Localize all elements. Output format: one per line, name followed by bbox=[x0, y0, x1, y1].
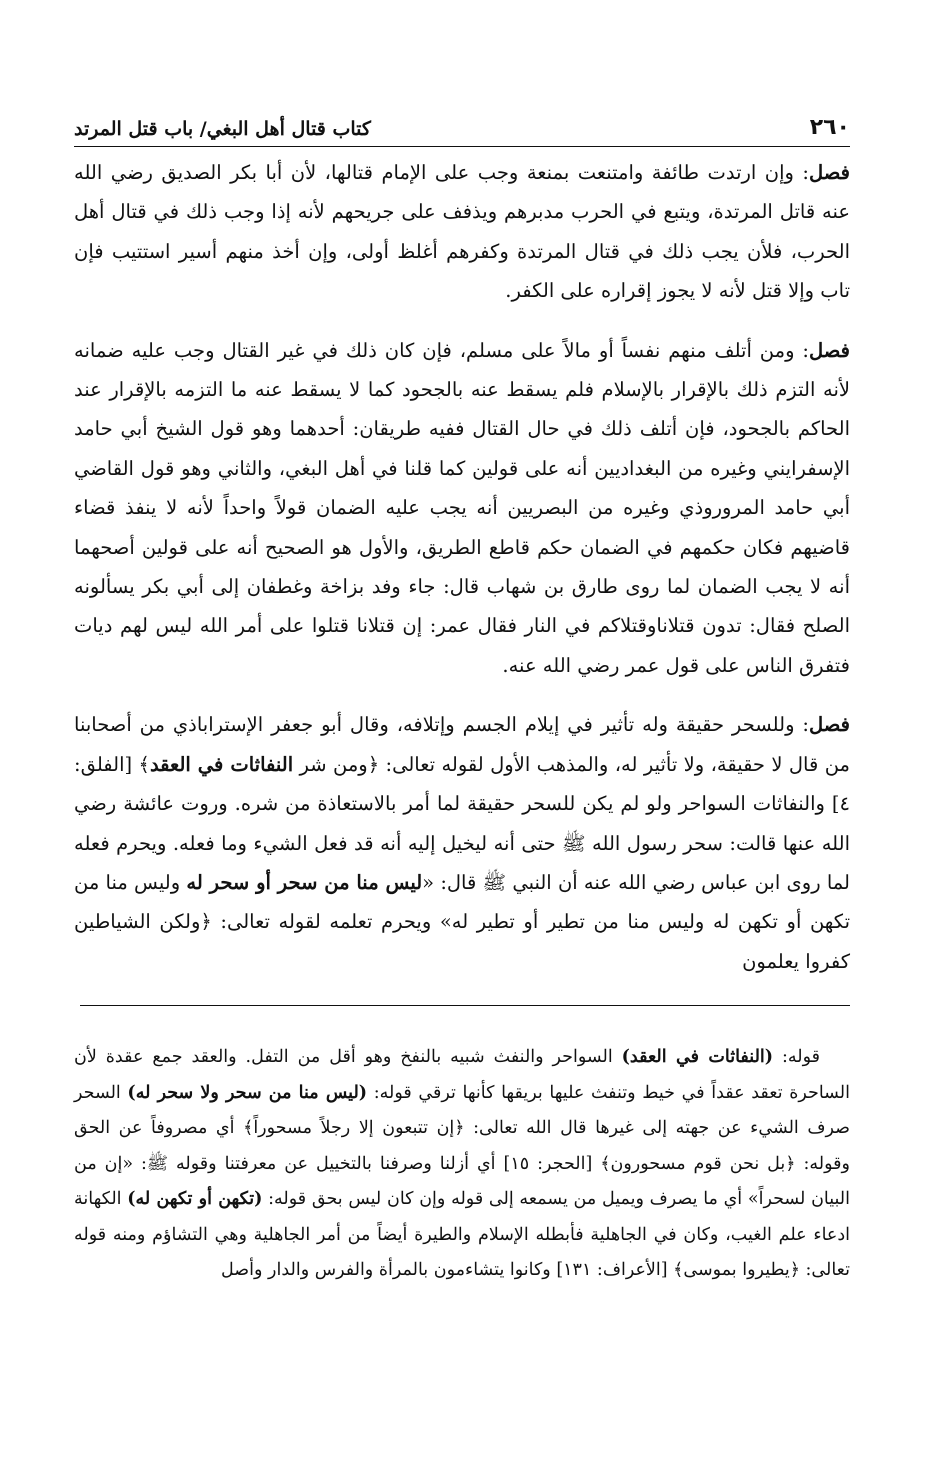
hadith-emphasis: ليس منا من سحر أو سحر له bbox=[186, 870, 423, 894]
running-title: كتاب قتال أهل البغي/ باب قتل المرتد bbox=[74, 118, 371, 140]
section-apostate-group bbox=[74, 153, 850, 311]
section-text: : ومن أتلف منهم نفساً أو مالاً على مسلم، فإن كان ذلك في غير القتال وجب عليه ضمانه لأنه التزم ذلك بالإقرار بالإسلام فلم يسقط عنه بالجحود كما لا يسقط عنه ما التزمه بالإقرار عند الحاكم بالجحود، فإن أتلف ذلك في حال القتال ففيه طريقان: أحدهما وهو قول الشيخ أبي حامد الإسفرايني وغيره من البغداديين أنه على قولين كما قلنا في أهل البغي، والثاني وهو قول القاضي أبي حامد المروروذي وغيره من البصريين أنه يجب عليه الضمان قولاً واحداً لأنه لا ينفذ قضاء قاضيهم فكان حكمهم في الضمان حكم قاطع الطريق، والأول هو الصحيح أنه على قولين أصحهما أنه لا يجب الضمان لما روى طارق بن شهاب قال: جاء وفد بزاخة وغطفان إلى أبي بكر يسألونه الصلح فقال: تدون قتلاناوقتلاكم في النار فقال عمر: إن قتلانا قتلوا على أمر الله ليس لهم ديات فتفرق الناس على قول عمر رضي الله عنه. bbox=[74, 338, 850, 677]
footnote-term: (ليس منا من سحر ولا سحر له) bbox=[127, 1082, 368, 1103]
section-text: ﴾ [الفلق: ٤] والنفاثات السواحر ولو لم يكن للسحر حقيقة لما أمر بالاستعاذة من شره. وروت عائشة رضي الله عنها قالت: سحر رسول الله ﷺ حتى أنه ليخيل إليه أنه قد فعل الشيء وما فعله. ويحرم فعله لما روى ابن عباس رضي الله عنه أن النبي ﷺ قال: « bbox=[74, 752, 850, 894]
section-term: فصل bbox=[809, 161, 850, 184]
footnote bbox=[74, 1040, 850, 1289]
section-property-damage bbox=[74, 331, 850, 686]
page-number: ٢٦٠ bbox=[809, 115, 850, 140]
section-text: : وللسحر حقيقة وله تأثير في إيلام الجسم وإتلافه، وقال أبو جعفر الإستراباذي من أصحابنا من قال لا حقيقة، ولا تأثير له، والمذهب الأول لقوله تعالى: ﴿ومن شر bbox=[74, 713, 851, 776]
quran-emphasis: النفاثات في العقد bbox=[149, 752, 294, 776]
section-sorcery bbox=[74, 705, 850, 981]
footnote-paragraph bbox=[74, 1040, 850, 1289]
main-text bbox=[74, 153, 850, 1001]
section-term: فصل bbox=[809, 338, 850, 362]
footnote-text: قوله: bbox=[773, 1047, 820, 1067]
section-text: : وإن ارتدت طائفة وامتنعت بمنعة وجب على الإمام قتالها، لأن أبا بكر الصديق رضي الله عنه قاتل المرتدة، ويتبع في الحرب مدبرهم ويذفف على جريحهم لأنه إذا وجب ذلك في قتال أهل الحرب، فلأن يجب ذلك في قتال المرتدة وكفرهم أغلظ أولى، وإن أخذ منهم أسير استتيب فإن تاب وإلا قتل لأنه لا يجوز إقراره على الكفر. bbox=[74, 161, 850, 303]
page-header bbox=[74, 100, 850, 140]
section-term: فصل bbox=[809, 713, 850, 737]
footnote-text: الكهانة ادعاء علم الغيب، وكان في الجاهلية فأبطله الإسلام والطيرة أيضاً من أمر الجاهلية وهي التشاؤم ومنه قوله تعالى: ﴿يطيروا بموسى﴾ [الأعراف: ١٣١] وكانوا يتشاءمون بالمرأة والفرس والدار وأصل bbox=[74, 1189, 850, 1280]
footnote-term: (تكهن أو تكهن له) bbox=[127, 1189, 263, 1209]
header-divider bbox=[74, 146, 850, 147]
section-text: وليس منا من تكهن أو تكهن له وليس منا من تطير أو تطير له» ويحرم تعلمه لقوله تعالى: ﴿ولكن الشياطين كفروا يعلمون bbox=[74, 870, 850, 973]
footnote-text: السواحر والنفث شبيه بالنفخ وهو أقل من التفل. والعقد جمع عقدة لأن الساحرة تعقد عقداً في خيط وتنفث عليها بريقها كأنها ترقي قوله: bbox=[74, 1047, 850, 1103]
footnote-text: السحر صرف الشيء عن جهته إلى غيرها قال الله تعالى: ﴿إن تتبعون إلا رجلاً مسحوراً﴾ أي مصروفاً عن الحق وقوله: ﴿بل نحن قوم مسحورون﴾ [الحجر: ١٥] أي أزلنا وصرفنا بالتخييل عن معرفتنا وقوله ﷺ: «إن من البيان لسحراً» أي ما يصرف ويميل من يسمعه إلى قوله وإن كان ليس بحق قوله: bbox=[74, 1082, 851, 1209]
footnote-term: (النفاثات في العقد) bbox=[621, 1047, 774, 1067]
footnote-divider bbox=[80, 1005, 850, 1006]
